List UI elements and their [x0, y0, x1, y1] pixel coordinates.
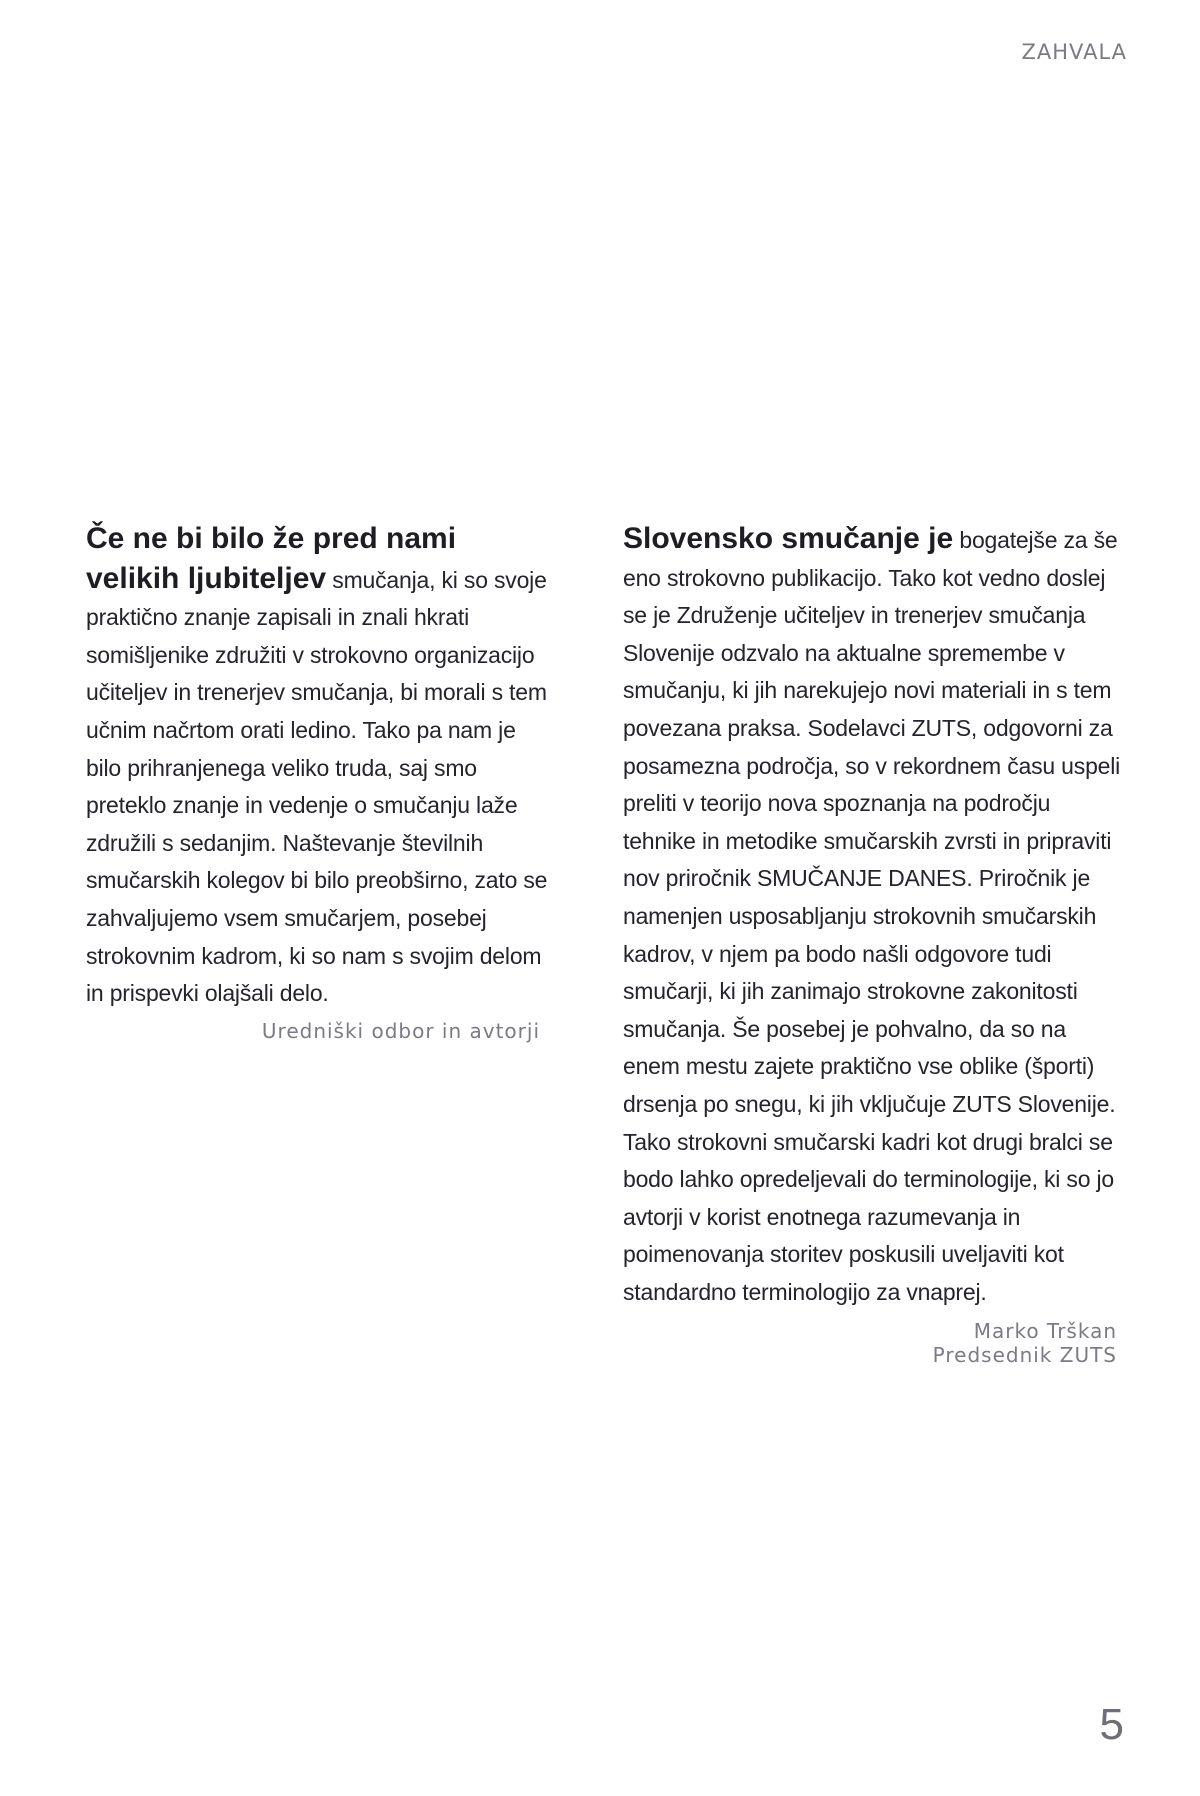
right-lead-text: Slovensko smučanje je — [623, 522, 954, 555]
right-signature — [623, 1319, 1125, 1367]
left-signature: Uredniški odbor in avtorji — [261, 1018, 540, 1043]
right-body-text: bogatejše za še eno strokovno publikacijo. Tako kot vedno doslej se je Združenje učiteljev in trenerjev smučanja Slovenije odzvalo na aktualne spremembe v smučanju, ki jih narekujejo novi materiali in s tem povezana praksa. Sodelavci ZUTS, odgovorni za posamezna področja, so v rekordnem času uspeli preliti v teorijo nova spoznanja na področju tehnike in metodike smučarskih zvrsti in pripraviti nov priročnik SMUČANJE DANES. Priročnik je namenjen usposabljanju strokovnih smučarskih kadrov, v njem pa bodo našli odgovore tudi smučarji, ki jih zanimajo strokovne zakonitosti smučanja. Še posebej je pohvalno, da so na enem mestu zajete praktično vse oblike (športi) drsenja po snegu, ki jih vključuje ZUTS Slovenije. Tako strokovni smučarski kadri kot drugi bralci se bodo lahko opredeljevali do terminologije, ki so jo avtorji v korist enotnega razumevanja in poimenovanja storitev poskusili uveljaviti kot standardno terminologijo za vnaprej. — [623, 527, 1121, 1305]
section-label: ZAHVALA — [1021, 40, 1127, 64]
acknowledgement-right-column — [623, 520, 1125, 1367]
acknowledgement-left-column — [86, 520, 548, 1043]
left-lead-text: Če ne bi bilo že pred nami velikih ljubiteljev — [86, 522, 457, 595]
left-body-text: smučanja, ki so svoje praktično znanje zapisali in znali hkrati somišljenike združiti v strokovno organizacijo učiteljev in trenerjev smučanja, bi morali s tem učnim načrtom orati ledino. Tako pa nam je bilo prihranjenega veliko truda, saj smo preteklo znanje in vedenje o smučanju laže združili s sedanjim. Naštevanje številnih smučarskih kolegov bi bilo preobširno, zato se zahvaljujemo vsem smučarjem, posebej strokovnim kadrom, ki so nam s svojim delom in prispevki olajšali delo. — [86, 566, 548, 1007]
page-number: 5 — [1099, 1700, 1124, 1749]
left-paragraph — [86, 520, 548, 1013]
signature-name: Marko Trškan — [973, 1319, 1117, 1344]
right-paragraph — [623, 520, 1125, 1311]
signature-title: Predsednik ZUTS — [932, 1343, 1117, 1368]
